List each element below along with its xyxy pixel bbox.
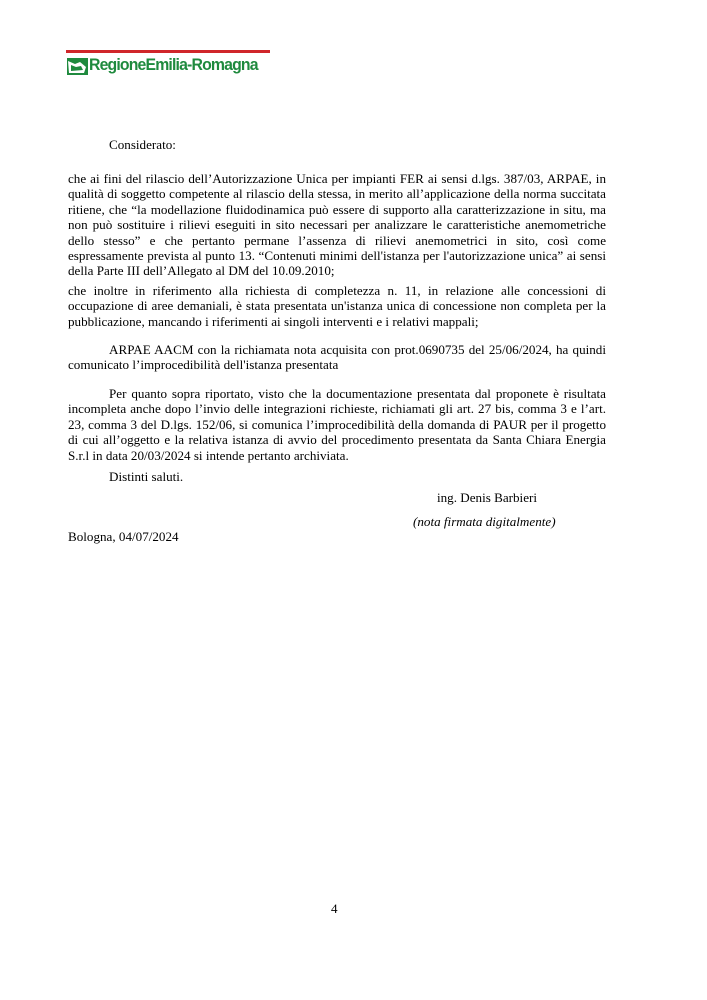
place-date: Bologna, 04/07/2024 — [68, 529, 179, 544]
page-number: 4 — [331, 901, 338, 916]
paragraph-conclusion: Per quanto sopra riportato, visto che la documentazione presentata dal proponete è risultata incompleta anche dopo l’invio delle integrazioni richieste, richiamati gli art. 27 bis, comma 3 e l’art. 23, comma 3 del D.lgs. 152/06, si comunica l’improcedibilità della domanda di PAUR per il progetto di cui all’oggetto e la relativa istanza di avvio del procedimento presentata da Santa Chiara Energia S.r.l in data 20/03/2024 si intende pertanto archiviata. — [68, 386, 606, 463]
region-map-icon — [66, 56, 89, 76]
signature-note: (nota firmata digitalmente) — [413, 514, 556, 529]
paragraph-fer-authorization: che ai fini del rilascio dell’Autorizzazione Unica per impianti FER ai sensi d.lgs. 387/03, ARPAE, in qualità di soggetto competente al rilascio della stessa, in merito all’applicazione della norma succitata ritiene, che “la modellazione fluidodinamica può essere di supporto alla caratterizzazione in situ, ma non può sostituire i rilievi eseguiti in sito necessari per analizzare le caratteristiche anemometriche dello stesso” e che pertanto permane l’assenza di rilievi anemometrici in sito, così come espressamente prevista al punto 13. “Contenuti minimi dell'istanza per l'autorizzazione unica” ai sensi della Parte III dell’Allegato al DM del 10.09.2010; — [68, 171, 606, 279]
logo-red-bar — [66, 50, 270, 53]
considerato-heading: Considerato: — [109, 137, 176, 152]
signer-name: ing. Denis Barbieri — [437, 490, 537, 505]
paragraph-demanial-areas: che inoltre in riferimento alla richiesta di completezza n. 11, in relazione alle concessioni di occupazione di aree demaniali, è stata presentata un'istanza unica di concessione non completa per la pubblicazione, mancando i riferimenti ai singoli interventi e i relativi mappali; — [68, 283, 606, 329]
logo-wordmark: RegioneEmilia-Romagna — [89, 55, 258, 74]
paragraph-arpae-note: ARPAE AACM con la richiamata nota acquisita con prot.0690735 del 25/06/2024, ha quindi comunicato l’improcedibilità dell'istanza presentata — [68, 342, 606, 373]
region-logo — [66, 50, 272, 80]
closing-greeting: Distinti saluti. — [109, 469, 184, 484]
